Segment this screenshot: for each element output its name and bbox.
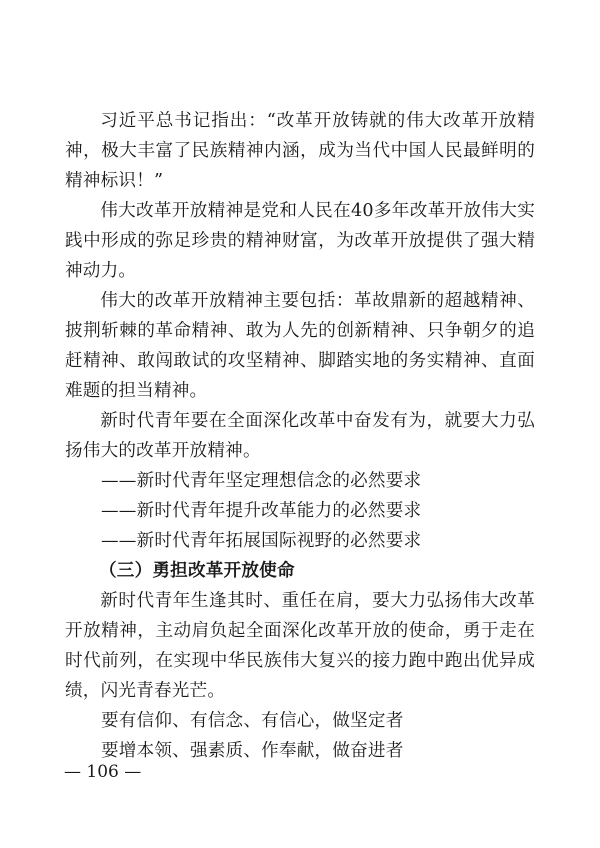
spirit-contents-paragraph: 伟大的改革开放精神主要包括：革故鼎新的超越精神、披荆斩棘的革命精神、敢为人先的创新精神、只争朝夕的追赶精神、敢闯敢试的攻坚精神、脚踏实地的务实精神、直面难题的担当精神。 (65, 291, 535, 401)
section-paragraph: 新时代青年生逢其时、重任在肩，要大力弘扬伟大改革开放精神，主动肩负起全面深化改革开放的使命，勇于走在时代前列，在实现中华民族伟大复兴的接力跑中跑出优异成绩，闪光青春光芒。 (65, 591, 535, 701)
section-heading: （三）勇担改革开放使命 (99, 560, 295, 581)
plain-line-believer: 要有信仰、有信念、有信心，做坚定者 (101, 711, 404, 731)
dash-item-vision: ——新时代青年拓展国际视野的必然要求 (101, 531, 422, 551)
page-number: — 106 — (64, 762, 142, 782)
quote-paragraph: 习近平总书记指出：“改革开放铸就的伟大改革开放精神，极大丰富了民族精神内涵，成为当代中国人民最鲜明的精神标识！” (65, 111, 535, 191)
youth-paragraph: 新时代青年要在全面深化改革中奋发有为，就要大力弘扬伟大的改革开放精神。 (65, 411, 535, 461)
spirit-definition-paragraph: 伟大改革开放精神是党和人民在40多年改革开放伟大实践中形成的弥足珍贵的精神财富，为改革开放提供了强大精神动力。 (65, 201, 535, 281)
plain-line-striver: 要增本领、强素质、作奉献，做奋进者 (101, 741, 404, 761)
page-body (65, 106, 535, 766)
dash-item-ideals: ——新时代青年坚定理想信念的必然要求 (101, 471, 422, 491)
dash-item-ability: ——新时代青年提升改革能力的必然要求 (101, 501, 422, 521)
